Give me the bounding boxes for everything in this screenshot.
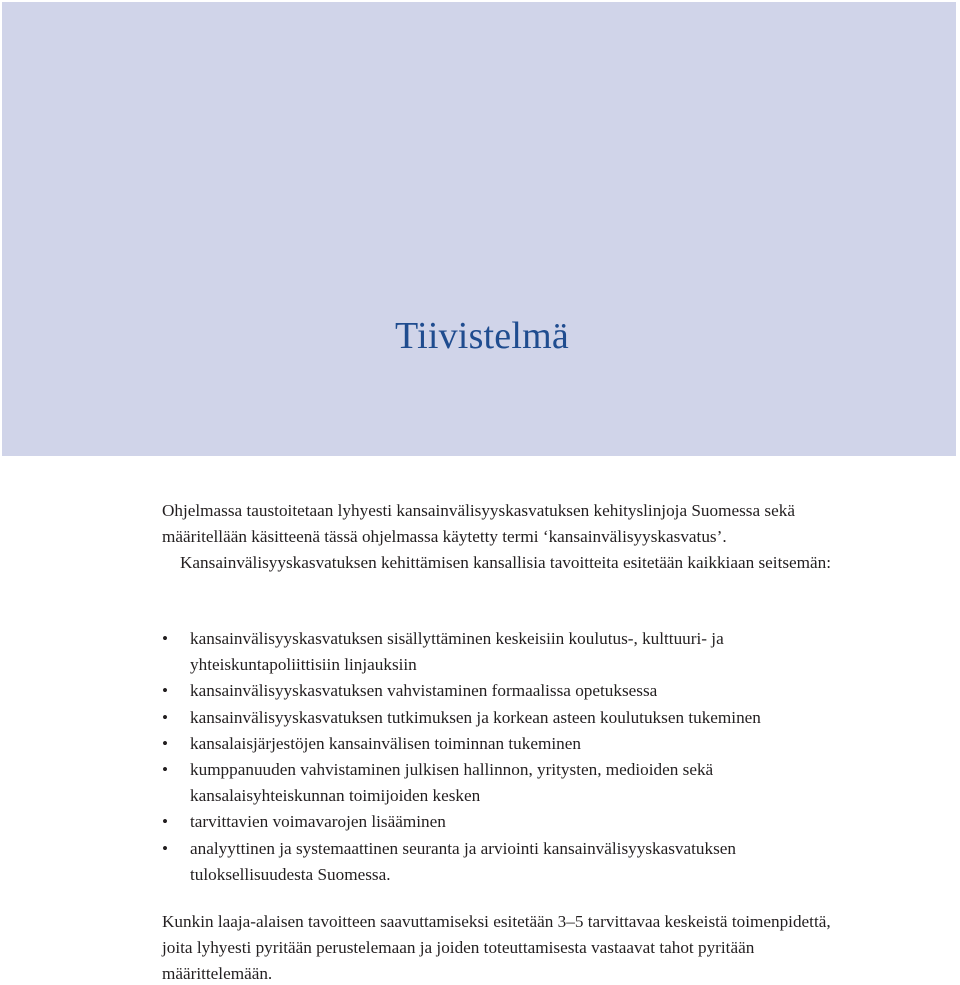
page-title: Tiivistelmä (395, 315, 569, 357)
list-item (162, 757, 832, 809)
bullet-icon: • (162, 760, 169, 780)
bullet-icon: • (162, 629, 169, 648)
list-item (162, 626, 832, 678)
list-item (162, 836, 832, 888)
intro-paragraph-2: Kansainvälisyyskasvatuksen kehittämisen kansallisia tavoitteita esitetään kaikkiaan seitsemän: (180, 553, 832, 573)
list-item (162, 678, 832, 704)
intro-section (162, 498, 832, 577)
list-item-text: kansainvälisyyskasvatuksen tutkimuksen ja korkean asteen koulutuksen tukeminen (190, 707, 761, 727)
list-item-text: kumppanuuden vahvistaminen julkisen hallinnon, yritysten, medioiden sekä kansalaisyhteiskunnan toimijoiden kesken (190, 760, 714, 806)
goals-list (162, 626, 832, 888)
list-item (162, 731, 832, 757)
list-item-text: tarvittavien voimavarojen lisääminen (190, 812, 446, 832)
header-band (2, 2, 956, 456)
bullet-icon: • (162, 681, 169, 701)
list-item-text: kansainvälisyyskasvatuksen vahvistaminen formaalissa opetuksessa (190, 681, 658, 701)
list-item (162, 705, 832, 731)
closing-paragraph: Kunkin laaja-alaisen tavoitteen saavuttamiseksi esitetään 3–5 tarvittavaa keskeistä toimenpidettä, joita lyhyesti pyritään perustelemaan ja joiden toteuttamisesta vastaavat tahot pyritään määrittelemään. (162, 912, 831, 984)
bullet-icon: • (162, 838, 169, 858)
list-item-text: kansalaisjärjestöjen kansainvälisen toiminnan tukeminen (190, 733, 581, 753)
list-item (162, 809, 832, 835)
closing-section (162, 909, 832, 985)
bullet-icon: • (162, 707, 169, 727)
list-item-text: analyyttinen ja systemaattinen seuranta ja arviointi kansainvälisyyskasvatuksen tuloksellisuudesta Suomessa. (190, 838, 737, 884)
list-item-text: kansainvälisyyskasvatuksen sisällyttäminen keskeisiin koulutus-, kulttuuri- ja yhteiskuntapoliittisiin linjauksiin (190, 629, 724, 675)
intro-paragraph-1: Ohjelmassa taustoitetaan lyhyesti kansainvälisyyskasvatuksen kehityslinjoja Suomessa sekä määritellään käsitteenä tässä ohjelmassa käytetty termi ‘kansainvälisyyskasvatus’. (162, 501, 795, 547)
bullet-icon: • (162, 812, 169, 832)
bullet-icon: • (162, 733, 169, 753)
